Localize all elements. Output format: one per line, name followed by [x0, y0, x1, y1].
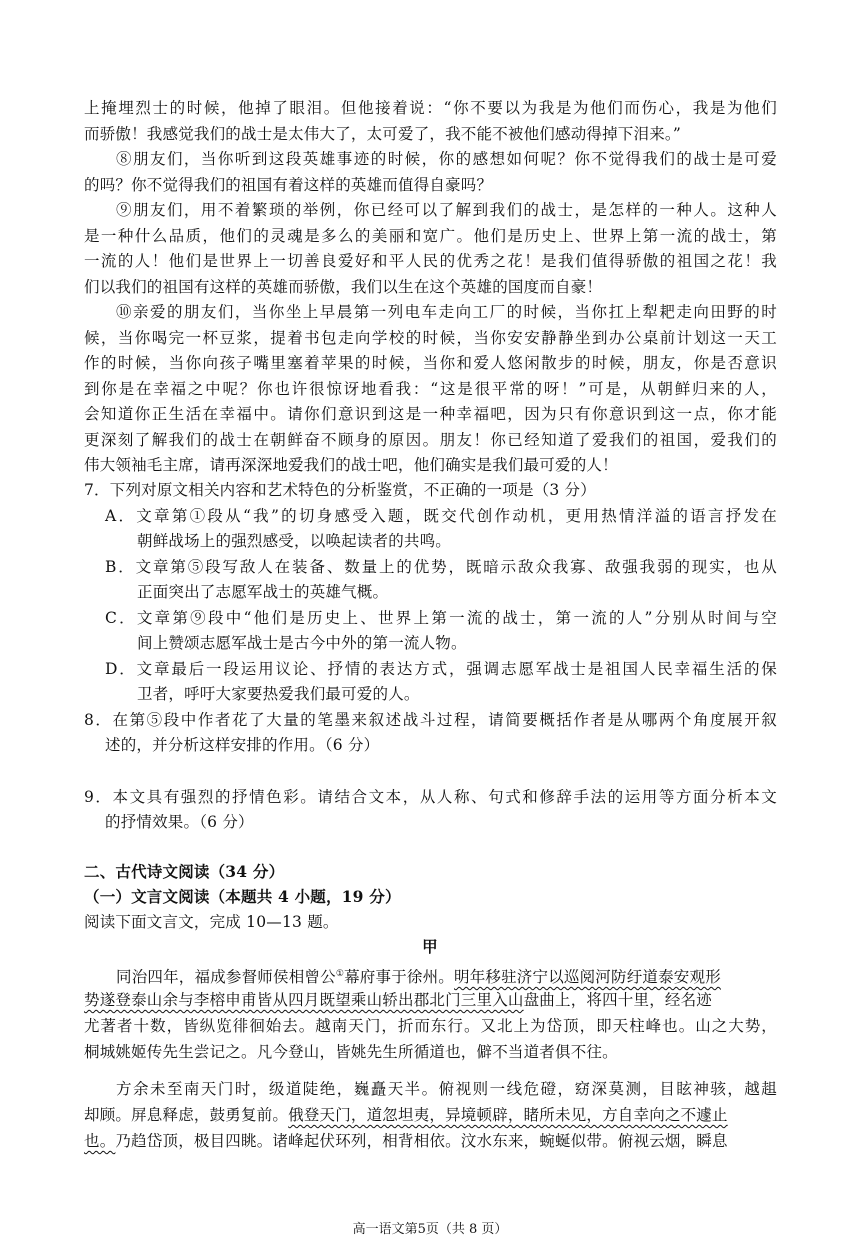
section-title: 二、古代诗文阅读（34 分）	[84, 862, 285, 881]
question-9-cont: 的抒情效果。（6 分）	[105, 813, 254, 831]
page-footer: 高一语文第5页（共 8 页）	[352, 1222, 508, 1237]
passage-line: 会知道你正生活在幸福中。请你们意识到这是一种幸福吧，因为只有你意识到这一点，你才能	[84, 405, 777, 423]
passage-line: 候，当你喝完一杯豆浆，提着书包走向学校的时候，当你安安静静坐到办公桌前计划这一天工	[84, 329, 777, 347]
passage-line: 而骄傲！我感觉我们的战士是太伟大了，太可爱了，我不能不被他们感动得掉下泪来。”	[84, 125, 681, 143]
question-9: 9．本文具有强烈的抒情色彩。请结合文本，从人称、句式和修辞手法的运用等方面分析本文	[84, 788, 777, 806]
paragraph-8: ⑧朋友们，当你听到这段英雄事迹的时候，你的感想如何呢？你不觉得我们的战士是可爱	[116, 150, 777, 168]
question-8: 8．在第⑤段中作者花了大量的笔墨来叙述战斗过程，请简要概括作者是从哪两个角度展开叙	[84, 711, 777, 729]
underlined-sentence: 俄登天门，道忽坦夷，异境顿辟，睹所未见，方自幸向之不遽止	[288, 1106, 728, 1124]
option-b: B．文章第⑤段写敌人在装备、数量上的优势，既暗示敌众我寡、敌强我弱的现实，也从	[105, 558, 777, 576]
passage-line: 上掩埋烈士的时候，他掉了眼泪。但他接着说：“你不要以为我是为他们而伤心，我是为他们	[84, 99, 777, 117]
classical-line-3: 尤著者十数，皆纵览徘徊始去。越南天门，折而东行。又北上为岱顶，即天柱峰也。山之大势，	[84, 1017, 777, 1035]
option-a: A．文章第①段从“我”的切身感受入题，既交代创作动机，更用热情洋溢的语言抒发在	[105, 507, 777, 525]
question-8-cont: 述的，并分析这样安排的作用。（6 分）	[105, 736, 380, 754]
passage-line: 的吗？你不觉得我们的祖国有着这样的英雄而值得自豪吗？	[84, 176, 493, 194]
text-label-jia: 甲	[422, 937, 438, 956]
passage-line: 一流的人！他们是世界上一切善良爱好和平人民的优秀之花！是我们值得骄傲的祖国之花！我	[84, 252, 777, 270]
paragraph-10: ⑩亲爱的朋友们，当你坐上早晨第一列电车走向工厂的时候，当你扛上犁耙走向田野的时	[116, 303, 777, 321]
classical-line-6: 却顾。屏息释虑，鼓勇复前。俄登天门，道忽坦夷，异境顿辟，睹所未见，方自幸向之不遽止	[84, 1106, 728, 1124]
underlined-sentence: 势遂登泰山余与李榕申甫皆从四月既望乘山轿出郡北门三里入山	[84, 991, 524, 1009]
question-7-stem: 7．下列对原文相关内容和艺术特色的分析鉴赏，不正确的一项是（3 分）	[84, 481, 596, 499]
classical-line-2: 势遂登泰山余与李榕申甫皆从四月既望乘山轿出郡北门三里入山盘曲上，将四十里，经名迹	[84, 991, 713, 1009]
passage-line: 更深刻了解我们的战士在朝鲜奋不顾身的原因。朋友！你已经知道了爱我们的祖国，爱我们的	[84, 431, 777, 449]
option-c: C．文章第⑨段中“他们是历史上、世界上第一流的战士，第一流的人”分别从时间与空	[105, 609, 777, 627]
footnote-marker: ①	[335, 969, 345, 979]
option-d: D．文章最后一段运用议论、抒情的表达方式，强调志愿军战士是祖国人民幸福生活的保	[105, 660, 777, 678]
option-d-cont: 卫者，呼吁大家要热爱我们最可爱的人。	[137, 685, 420, 703]
classical-line-1: 同治四年，福成参督师侯相曾公①幕府事于徐州。明年移驻济宁以巡阅河防纡道泰安观形	[116, 968, 721, 987]
option-a-cont: 朝鲜战场上的强烈感受，以唤起读者的共鸣。	[137, 532, 452, 550]
paragraph-9: ⑨朋友们，用不着繁琐的举例，你已经可以了解到我们的战士，是怎样的一种人。这种人	[116, 201, 777, 219]
passage-line: 作的时候，当你向孩子嘴里塞着苹果的时候，当你和爱人悠闲散步的时候，朋友，你是否意识	[84, 354, 777, 372]
classical-line-4: 桐城姚姬传先生尝记之。凡今登山，皆姚先生所循道也，僻不当道者俱不往。	[84, 1043, 618, 1061]
underlined-sentence: 也。	[84, 1132, 116, 1150]
passage-line: 伟大领袖毛主席，请再深深地爱我们的战士吧，他们确实是我们最可爱的人！	[84, 456, 618, 474]
subsection-title: （一）文言文阅读（本题共 4 小题，19 分）	[84, 887, 401, 906]
passage-line: 是一种什么品质，他们的灵魂是多么的美丽和宽广。他们是历史上、世界上第一流的战士，第	[84, 227, 777, 245]
classical-line-5: 方余未至南天门时，级道陡绝，巍矗天半。俯视则一线危磴，窈深莫测，目眩神骇，越趄	[116, 1080, 777, 1098]
underlined-sentence: 明年移驻济宁以巡阅河防纡道泰安观形	[454, 968, 721, 987]
classical-line-7: 也。乃趋岱顶，极目四眺。诸峰起伏环列，相背相依。汶水东来，蜿蜒似带。俯视云烟，瞬息	[84, 1132, 728, 1150]
passage-line: 们以我们的祖国有这样的英雄而骄傲，我们以生在这个英雄的国度而自豪！	[84, 278, 603, 296]
instructions: 阅读下面文言文，完成 10—13 题。	[84, 913, 339, 931]
option-c-cont: 间上赞颂志愿军战士是古今中外的第一流人物。	[137, 634, 467, 652]
option-b-cont: 正面突出了志愿军战士的英雄气概。	[137, 583, 389, 601]
passage-line: 到你是在幸福之中呢？你也许很惊讶地看我：“这是很平常的呀！”可是，从朝鲜归来的人，	[84, 380, 777, 398]
